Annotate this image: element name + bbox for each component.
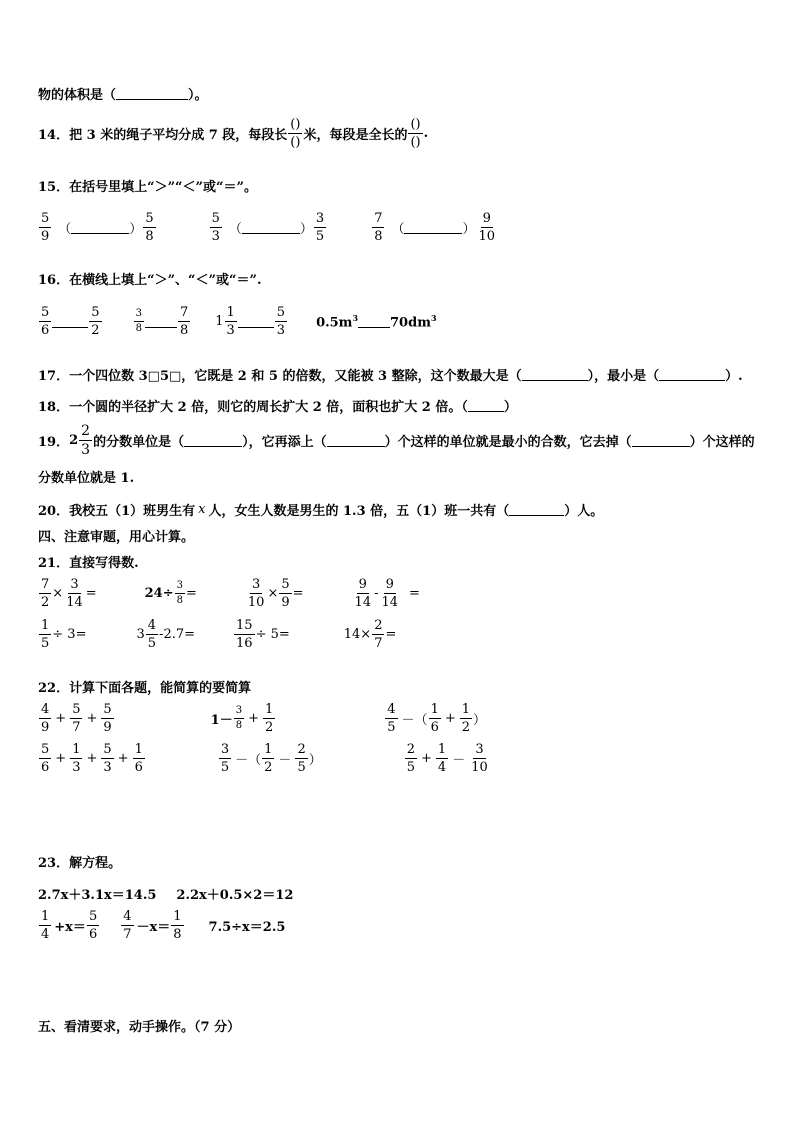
numerator: 15: [236, 618, 253, 633]
denominator: 8: [176, 595, 183, 606]
answer-blank[interactable]: [509, 503, 564, 516]
numerator: 2: [297, 742, 306, 757]
equation: 7.5÷x＝2.5: [208, 920, 286, 935]
numerator: 7: [374, 211, 383, 226]
fraction: [385, 703, 397, 734]
denominator: 8: [374, 229, 383, 244]
denominator: 2: [264, 720, 274, 735]
q16-item2-b: [178, 306, 190, 337]
denominator: 9: [281, 595, 290, 610]
mixed-whole: 2: [69, 433, 79, 448]
fraction: [175, 581, 185, 606]
expression-part: -2.7=: [159, 627, 196, 642]
q20-text-2: 人，女生人数是男生的 1.3 倍，五（1）班一共有（: [208, 504, 510, 519]
q19-fraction: [79, 424, 92, 457]
fraction: [39, 619, 51, 650]
q19-text-2: ），它再添上（: [242, 435, 327, 450]
fraction: [64, 578, 85, 609]
q19-text-1: 的分数单位是（: [93, 435, 185, 450]
q14-fraction-1[interactable]: [288, 118, 302, 149]
answer-blank[interactable]: [358, 315, 390, 328]
fraction: [101, 743, 113, 774]
answer-blank[interactable]: [522, 368, 588, 381]
denominator: 14: [354, 595, 372, 610]
q20-variable: x: [198, 502, 206, 517]
equation-part: +x＝: [54, 920, 86, 935]
q13-text-1: 物的体积是（: [38, 88, 117, 103]
q19-number: 19．: [38, 435, 70, 450]
numerator: 3: [70, 577, 79, 592]
fraction: [39, 910, 51, 941]
equals: =: [292, 586, 304, 601]
denominator: 6: [134, 760, 143, 775]
q14-text-1: 把 3 米的绳子平均分成 7 段，每段长: [69, 128, 288, 143]
q15-item1-b: [143, 212, 155, 243]
answer-blank[interactable]: [145, 315, 177, 328]
fraction: [295, 743, 307, 774]
denominator: 3: [226, 323, 235, 338]
numerator: 1: [72, 742, 81, 757]
paren-left: （: [391, 222, 405, 237]
q16-item4: [316, 313, 358, 330]
numerator: 5: [281, 577, 290, 592]
denominator: 8: [235, 720, 243, 731]
fraction: [263, 703, 275, 734]
numerator: 1: [134, 742, 143, 757]
expression-part: 14×: [343, 627, 372, 642]
numerator: (): [410, 117, 421, 132]
q16-item2-a: [134, 309, 144, 334]
denominator: 4: [41, 927, 50, 942]
denominator: 4: [437, 760, 447, 775]
q20-text-1: 20．我校五（1）班男生有: [38, 504, 196, 519]
numerator: 2: [81, 423, 91, 439]
equals: =: [385, 627, 397, 642]
operator: +: [248, 711, 259, 726]
mixed-whole: 1: [215, 314, 224, 329]
expression-part: 1－: [210, 713, 233, 728]
denominator: 8: [179, 323, 189, 338]
q16-items: [38, 306, 437, 337]
paren-right: ）: [129, 222, 143, 237]
denominator: 5: [406, 760, 416, 775]
expression-part: ÷ 3=: [52, 627, 87, 642]
answer-blank[interactable]: [632, 434, 690, 447]
denominator: 9: [41, 720, 50, 735]
numerator: 1: [264, 702, 274, 717]
denominator: 9: [103, 720, 112, 735]
operator: +: [444, 711, 456, 726]
q15-item3-b: [477, 212, 498, 243]
numerator: 1: [461, 702, 471, 717]
q18-text-2: ）: [503, 400, 517, 415]
q16-item1-b: [89, 306, 101, 337]
denominator: 5: [147, 636, 157, 651]
fraction: [101, 703, 113, 734]
numerator: 9: [482, 211, 491, 226]
equation: 2.7x＋3.1x＝14.5: [38, 888, 157, 903]
denominator: 10: [478, 229, 496, 244]
q22-row-2: [38, 743, 491, 774]
operator: +: [55, 711, 67, 726]
fraction: [146, 619, 158, 650]
paren-right: ）: [299, 222, 313, 237]
fraction: [39, 703, 51, 734]
numerator: 3: [475, 742, 484, 757]
numerator: 1: [430, 702, 439, 717]
operator: +: [55, 751, 67, 766]
q14-number: 14．: [38, 128, 70, 143]
denominator: 3: [72, 760, 81, 775]
denominator: 16: [236, 636, 253, 651]
operator: -: [374, 586, 379, 601]
equals: =: [409, 586, 420, 601]
numerator: 1: [264, 742, 273, 757]
denominator: 5: [297, 760, 306, 775]
q15-items: [38, 212, 498, 243]
q21-row-2: [38, 619, 396, 650]
mixed-whole: 3: [136, 627, 145, 642]
fraction: [219, 743, 231, 774]
denominator: 10: [471, 760, 488, 775]
q14-text-3: .: [423, 126, 429, 141]
fraction: [380, 578, 401, 609]
denominator: 7: [374, 636, 383, 651]
fraction: [372, 619, 384, 650]
answer-blank[interactable]: [242, 221, 300, 234]
superscript: 3: [430, 312, 437, 323]
denominator: 3: [81, 442, 91, 458]
q15-item1-a: [39, 212, 51, 243]
q14-fraction-2[interactable]: [408, 118, 422, 149]
numerator: 2: [374, 618, 383, 633]
answer-blank[interactable]: [327, 434, 385, 447]
fraction: [234, 619, 255, 650]
numerator: 1: [41, 618, 50, 633]
numerator: 4: [147, 618, 157, 633]
numerator: 7: [41, 577, 50, 592]
denominator: 5: [387, 720, 396, 735]
equation: 2.2x＋0.5×2＝12: [176, 888, 294, 903]
denominator: 2: [91, 323, 100, 338]
denominator: 2: [41, 595, 50, 610]
q18-text-1: 18．一个圆的半径扩大 2 倍，则它的周长扩大 2 倍，面积也扩大 2 倍。（: [38, 400, 468, 415]
denominator: (): [290, 135, 301, 150]
q15-item3-a: [372, 212, 384, 243]
q15-title: 15．在括号里填上“＞”“＜”或“＝”。: [38, 180, 257, 195]
numerator: (): [290, 117, 301, 132]
denominator: 7: [72, 720, 81, 735]
numerator: 5: [276, 305, 286, 320]
q15-item2-a: [210, 212, 222, 243]
q17-text-2: ），最小是（: [587, 369, 660, 384]
numerator: 9: [358, 577, 367, 592]
numerator: 5: [103, 742, 112, 757]
operator: －: [452, 753, 466, 768]
operator: ×: [267, 586, 279, 601]
numerator: 4: [387, 702, 396, 717]
equation-part: －x＝: [136, 920, 171, 935]
q21-title: 21．直接写得数.: [38, 556, 139, 571]
equals: =: [186, 586, 197, 601]
numerator: 3: [134, 309, 144, 322]
section-5-heading: 五、看清要求，动手操作。（7 分）: [38, 1020, 241, 1035]
numerator: 5: [41, 305, 50, 320]
superscript: 3: [352, 312, 359, 323]
q22-row-1: [38, 703, 486, 734]
fraction: [121, 910, 133, 941]
q16-title: 16．在横线上填上“＞”、“＜”或“＝”.: [38, 273, 262, 288]
operator: +: [117, 751, 129, 766]
numerator: 1: [226, 305, 235, 320]
q19-text-4: ）个这样的: [689, 435, 755, 450]
numerator: 5: [41, 211, 50, 226]
numerator: 3: [315, 211, 325, 226]
answer-blank[interactable]: [404, 221, 462, 234]
denominator: 9: [41, 229, 50, 244]
q14-text-2: 米，每段是全长的: [303, 128, 408, 143]
fraction: [429, 703, 441, 734]
expression-part: 24÷: [144, 586, 174, 601]
fraction: [405, 743, 417, 774]
q17-text-1: 17．一个四位数 3□5□，它既是 2 和 5 的倍数，又能被 3 整除，这个数最大是（: [38, 369, 522, 384]
fraction: [87, 910, 99, 941]
operator: －（: [401, 713, 428, 728]
denominator: 6: [88, 927, 98, 942]
operator: ×: [52, 586, 64, 601]
fraction: [234, 706, 244, 731]
answer-blank[interactable]: [468, 399, 504, 412]
operator: +: [86, 711, 98, 726]
q23-row-1: [38, 884, 293, 903]
denominator: 14: [381, 595, 399, 610]
denominator: 3: [276, 323, 286, 338]
numerator: 1: [173, 909, 182, 924]
equals: =: [85, 586, 97, 601]
denominator: 6: [41, 760, 50, 775]
numerator: 5: [91, 305, 100, 320]
paren-right: ）: [308, 753, 322, 768]
answer-blank[interactable]: [116, 87, 188, 100]
denominator: 6: [41, 323, 50, 338]
denominator: 6: [430, 720, 439, 735]
fraction: [39, 743, 51, 774]
operator: －（: [235, 753, 262, 768]
numerator: 1: [41, 909, 50, 924]
q19-text-3: ）个这样的单位就是最小的合数，它去掉（: [384, 435, 632, 450]
fraction: [70, 703, 82, 734]
q16-item4-b: 70dm: [390, 315, 431, 331]
numerator: 5: [211, 211, 220, 226]
paren-right: ）: [473, 713, 487, 728]
numerator: 3: [220, 742, 230, 757]
paren-left: （: [228, 222, 242, 237]
denominator: 5: [41, 636, 50, 651]
operator: +: [86, 751, 98, 766]
numerator: 4: [123, 909, 132, 924]
question-14: [38, 118, 428, 149]
fraction: [70, 743, 82, 774]
denominator: 3: [103, 760, 112, 775]
question-17: [38, 365, 743, 384]
numerator: 1: [437, 742, 447, 757]
q19-line-2: 分数单位就是 1.: [38, 471, 135, 486]
q16-item4-a: 0.5m: [316, 315, 353, 331]
denominator: 5: [220, 760, 230, 775]
numerator: 5: [41, 742, 50, 757]
denominator: 14: [66, 595, 83, 610]
denominator: (): [410, 135, 421, 150]
q17-text-3: ）.: [725, 369, 743, 384]
numerator: 5: [72, 702, 81, 717]
fraction: [133, 743, 145, 774]
numerator: 2: [406, 742, 416, 757]
answer-blank[interactable]: [52, 315, 88, 328]
numerator: 4: [41, 702, 50, 717]
q16-item1-a: [39, 306, 51, 337]
numerator: 5: [88, 909, 98, 924]
numerator: 5: [103, 702, 112, 717]
q22-title: 22．计算下面各题，能简算的要简算: [38, 681, 252, 696]
denominator: 8: [173, 927, 182, 942]
section-4-heading: 四、注意审题，用心计算。: [38, 530, 195, 545]
expression-part: ÷ 5=: [255, 627, 290, 642]
fraction: [436, 743, 448, 774]
q23-row-2: [38, 910, 285, 941]
q16-item3-a: [225, 306, 237, 337]
q15-item2-b: [314, 212, 326, 243]
paren-right: ）: [462, 222, 476, 237]
q20-text-3: ）人。: [564, 504, 604, 519]
fraction: [39, 578, 51, 609]
numerator: 3: [234, 706, 244, 719]
denominator: 10: [247, 595, 265, 610]
fraction: [460, 703, 472, 734]
q13-text-2: ）。: [188, 88, 208, 103]
numerator: 5: [145, 211, 154, 226]
denominator: 5: [315, 229, 325, 244]
answer-blank[interactable]: [71, 221, 129, 234]
q16-item3-b: [275, 306, 287, 337]
answer-blank[interactable]: [184, 434, 242, 447]
numerator: 3: [252, 577, 261, 592]
question-19: [38, 424, 755, 457]
fraction: [262, 743, 274, 774]
operator: －: [278, 753, 292, 768]
denominator: 8: [135, 323, 142, 334]
denominator: 8: [145, 229, 154, 244]
numerator: 3: [175, 581, 185, 594]
answer-blank[interactable]: [238, 315, 274, 328]
fraction: [279, 578, 291, 609]
q13-tail: [38, 84, 208, 103]
answer-blank[interactable]: [659, 368, 725, 381]
numerator: 9: [385, 577, 394, 592]
question-20: [38, 500, 603, 519]
fraction: [469, 743, 490, 774]
numerator: 7: [179, 305, 189, 320]
q23-title: 23．解方程。: [38, 856, 122, 871]
fraction: [171, 910, 183, 941]
question-18: [38, 396, 517, 415]
denominator: 2: [264, 760, 273, 775]
fraction: [246, 578, 267, 609]
fraction: [353, 578, 374, 609]
denominator: 2: [461, 720, 471, 735]
q21-row-1: [38, 578, 420, 609]
denominator: 3: [211, 229, 220, 244]
paren-left: （: [58, 222, 72, 237]
operator: +: [421, 751, 432, 766]
denominator: 7: [123, 927, 132, 942]
